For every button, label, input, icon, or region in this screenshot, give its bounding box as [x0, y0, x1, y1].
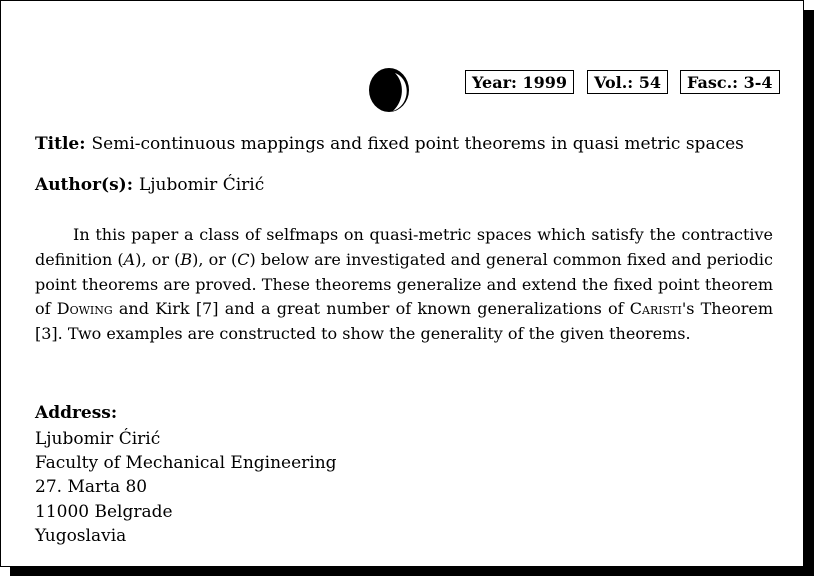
definition-a: A	[123, 249, 136, 269]
address-line-name: Ljubomir Ćirić	[35, 429, 161, 449]
abstract-text-4: ) below are investigated and general common fixed and periodic point theorems are proved. These theorems generalize and extend the fixed point theorem of	[35, 249, 774, 319]
address-block	[35, 427, 337, 548]
title-label: Title:	[35, 134, 86, 154]
definition-c: C	[237, 249, 250, 269]
definition-b: B	[180, 249, 193, 269]
address-line-street: 27. Marta 80	[35, 477, 148, 498]
title-value: Semi-continuous mappings and fixed point theorems in quasi metric spaces	[91, 134, 744, 154]
author-row	[35, 175, 264, 195]
title-row	[35, 134, 744, 154]
author-value: Ljubomir Ćirić	[139, 175, 265, 195]
abstract-text-5: and Kirk [7] and a great number of known generalizations of	[112, 299, 630, 319]
volume-badge: Vol.: 54	[587, 70, 668, 94]
address-line-faculty: Faculty of Mechanical Engineering	[35, 453, 337, 474]
journal-logo-icon	[368, 67, 412, 113]
address-label: Address:	[35, 403, 118, 423]
abstract-text-3: ), or (	[192, 249, 238, 269]
abstract-text-2: ), or (	[135, 249, 181, 269]
abstract-text-6: 's Theorem [3]. Two examples are constructed to show the generality of the given theorems.	[35, 299, 773, 344]
author-label: Author(s):	[35, 175, 133, 195]
address-line-city: 11000 Belgrade	[35, 501, 173, 522]
author-name-caristi: Caristi	[629, 299, 682, 319]
fascicle-badge: Fasc.: 3-4	[680, 70, 780, 94]
author-name-dowing: Dowing	[56, 299, 113, 319]
abstract-text-1: In this paper a class of selfmaps on quasi-metric spaces which satisfy the contractive definition (	[35, 225, 773, 269]
address-line-country: Yugoslavia	[35, 525, 127, 546]
abstract-paragraph	[35, 223, 773, 347]
year-badge: Year: 1999	[465, 70, 574, 94]
